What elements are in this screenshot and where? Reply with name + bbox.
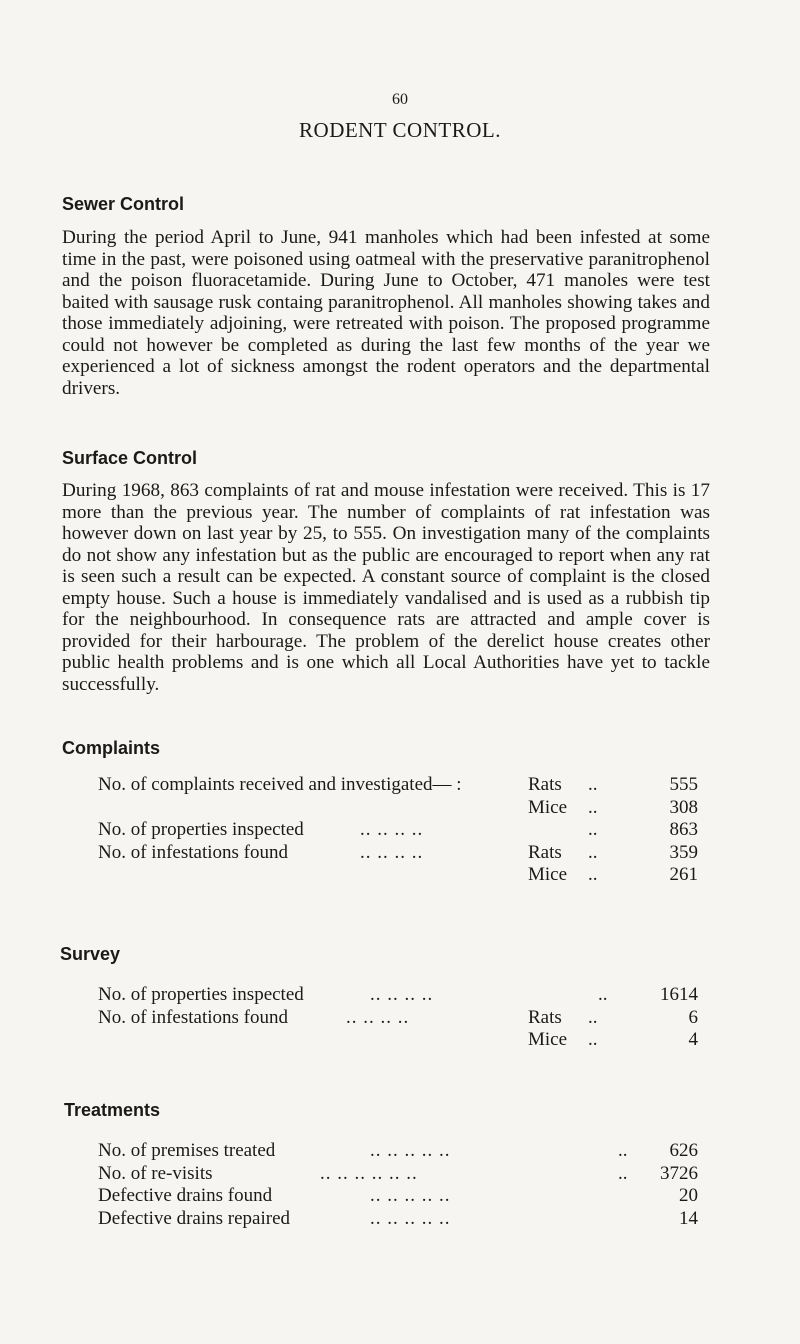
row-value: 626 bbox=[669, 1140, 698, 1161]
row-dots: .. .. .. .. bbox=[360, 819, 424, 840]
row-leader: .. bbox=[618, 1162, 628, 1184]
row-animal: Mice bbox=[528, 864, 568, 885]
table-row bbox=[98, 1007, 698, 1030]
table-row bbox=[98, 1208, 698, 1231]
row-value: 6 bbox=[688, 1006, 698, 1028]
row-leader: .. bbox=[598, 984, 608, 1005]
row-dots: .. .. .. .. bbox=[360, 841, 424, 863]
row-value: 863 bbox=[669, 819, 698, 840]
table-row bbox=[98, 1163, 698, 1186]
survey-table bbox=[98, 984, 698, 1052]
row-value: 3726 bbox=[660, 1162, 698, 1184]
row-label: No. of infestations found bbox=[98, 841, 288, 863]
complaints-heading: Complaints bbox=[62, 738, 161, 758]
row-animal: Mice bbox=[528, 796, 568, 818]
row-animal: Mice bbox=[528, 1029, 568, 1050]
table-row bbox=[98, 774, 698, 797]
row-value: 261 bbox=[669, 864, 698, 885]
row-value: 1614 bbox=[660, 984, 698, 1005]
row-leader: .. bbox=[588, 774, 598, 795]
row-dots: .. .. .. .. .. bbox=[370, 1140, 451, 1161]
row-leader: .. bbox=[588, 841, 598, 863]
row-dots: .. .. .. .. .. bbox=[370, 1185, 451, 1206]
row-leader: .. bbox=[618, 1140, 628, 1161]
row-leader: .. bbox=[588, 819, 598, 840]
row-value: 20 bbox=[679, 1185, 698, 1206]
row-label: No. of properties inspected bbox=[98, 819, 304, 840]
row-leader: .. bbox=[588, 1006, 598, 1028]
row-dots: .. .. .. .. .. bbox=[370, 1207, 451, 1229]
table-row bbox=[98, 864, 698, 887]
surface-control-heading: Surface Control bbox=[62, 448, 198, 468]
page-number: 60 bbox=[392, 91, 408, 108]
row-label: Defective drains repaired bbox=[98, 1207, 291, 1229]
page-title: RODENT CONTROL. bbox=[299, 118, 501, 142]
row-value: 555 bbox=[669, 774, 698, 795]
table-row bbox=[98, 1029, 698, 1052]
table-row bbox=[98, 797, 698, 820]
treatments-heading: Treatments bbox=[64, 1100, 161, 1120]
row-value: 14 bbox=[679, 1207, 698, 1229]
row-leader: .. bbox=[588, 1029, 598, 1050]
row-label: No. of re-visits bbox=[98, 1162, 213, 1184]
table-row bbox=[98, 842, 698, 865]
row-value: 4 bbox=[688, 1029, 698, 1050]
row-dots: .. .. .. .. bbox=[346, 1006, 410, 1028]
row-value: 308 bbox=[669, 796, 698, 818]
sewer-control-heading: Sewer Control bbox=[62, 194, 185, 214]
row-value: 359 bbox=[669, 841, 698, 863]
row-leader: .. bbox=[588, 796, 598, 818]
row-animal: Rats bbox=[528, 841, 562, 863]
table-row bbox=[98, 1140, 698, 1163]
row-dots: .. .. .. .. bbox=[370, 984, 434, 1005]
sewer-control-paragraph: During the period April to June, 941 manholes which had been infested at some time in the past, were poisoned using oatmeal with the preservative paranitrophenol and the poison fluoracetamide. During June to October, 471 manoles were test baited with sausage rusk containg paranitrophenol. All manholes showing takes and those immediately adjoining, were retreated with poison. The proposed programme could not however be completed as during the last few months of the year we experienced a lot of sickness amongst the rodent operators and the departmental drivers. bbox=[62, 227, 710, 399]
row-label: Defective drains found bbox=[98, 1185, 273, 1206]
row-label: No. of infestations found bbox=[98, 1006, 288, 1028]
table-row bbox=[98, 984, 698, 1007]
treatments-table bbox=[98, 1140, 698, 1230]
table-row bbox=[98, 1185, 698, 1208]
row-label: No. of properties inspected bbox=[98, 984, 304, 1005]
table-row bbox=[98, 819, 698, 842]
survey-heading: Survey bbox=[60, 944, 121, 964]
row-label: No. of complaints received and investigated— : bbox=[98, 774, 462, 795]
row-label: No. of premises treated bbox=[98, 1140, 276, 1161]
complaints-table bbox=[98, 774, 698, 887]
surface-control-paragraph: During 1968, 863 complaints of rat and mouse infestation were received. This is 17 more than the previous year. The number of complaints of rat infestation was however down on last year by 25, to 555. On investigation many of the complaints do not show any infestation but as the public are encouraged to report when any rat is seen such a result can be expected. A constant source of complaint is the closed empty house. Such a house is immediately vandalised and is used as a rubbish tip for the neighbourhood. In consequence rats are attracted and ample cover is provided for their harbourage. The problem of the derelict house creates other public health problems and is one which all Local Authorities have yet to tackle successfully. bbox=[62, 480, 710, 695]
row-dots: .. .. .. .. .. .. bbox=[320, 1162, 418, 1184]
row-animal: Rats bbox=[528, 774, 562, 795]
row-leader: .. bbox=[588, 864, 598, 885]
row-animal: Rats bbox=[528, 1006, 562, 1028]
